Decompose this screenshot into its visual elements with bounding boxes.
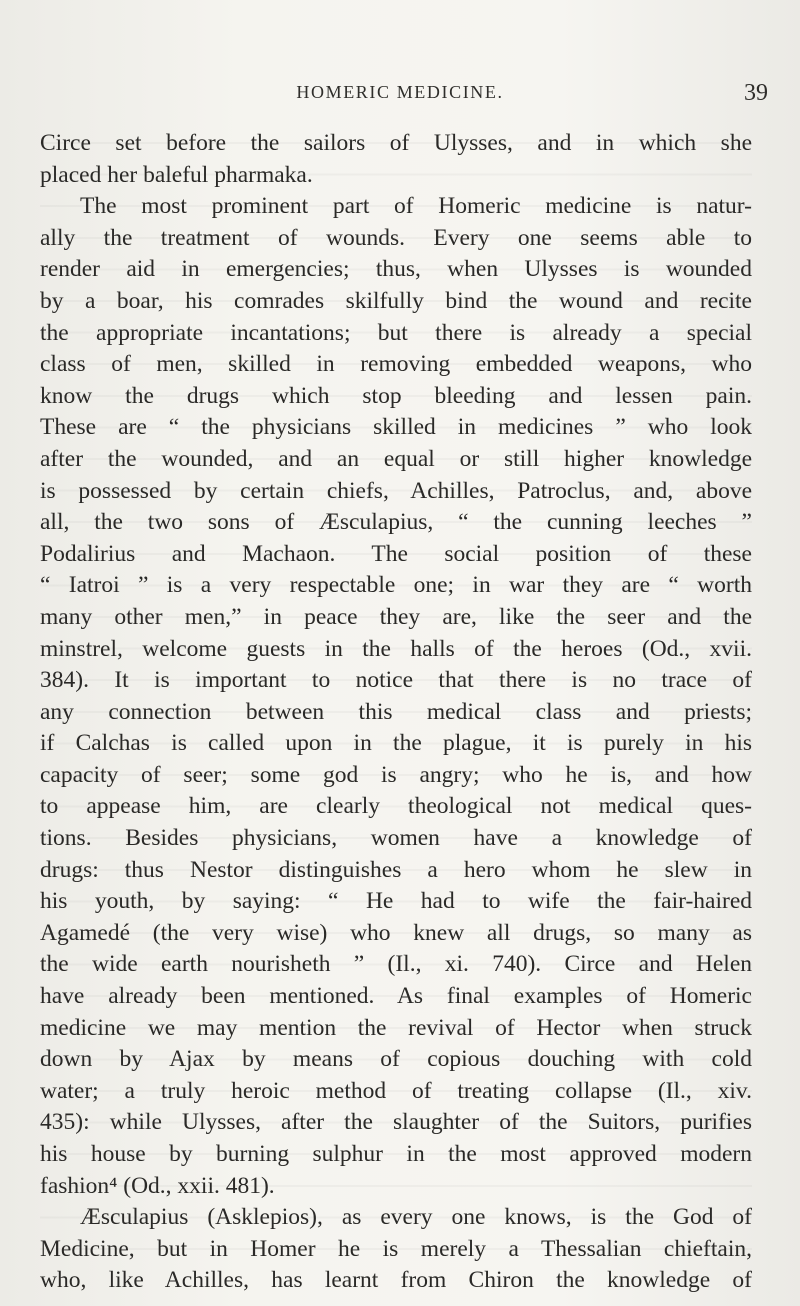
text-line: down by Ajax by means of copious douching with cold <box>40 1046 752 1073</box>
text-line: by a boar, his comrades skilfully bind the wound and recite <box>40 287 752 314</box>
text-line: water; a truly heroic method of treating collapse (Il., xiv. <box>40 1077 752 1104</box>
text-line: placed her baleful pharmaka. <box>40 161 313 188</box>
text-line: capacity of seer; some god is angry; who he is, and how <box>40 761 752 788</box>
text-line: to appease him, are clearly theological not medical ques- <box>40 793 752 820</box>
text-line: know the drugs which stop bleeding and lessen pain. <box>40 382 752 409</box>
text-line: drugs: thus Nestor distinguishes a hero whom he slew in <box>40 856 752 883</box>
text-line: 384). It is important to notice that there is no trace of <box>40 667 752 694</box>
text-line: any connection between this medical class and priests; <box>40 698 752 725</box>
text-line: tions. Besides physicians, women have a knowledge of <box>40 825 752 852</box>
body-text <box>40 128 752 1297</box>
text-line: many other men,” in peace they are, like the seer and the <box>40 603 752 630</box>
text-line: who, like Achilles, has learnt from Chiron the knowledge of <box>40 1267 752 1294</box>
text-line: after the wounded, and an equal or still higher knowledge <box>40 445 752 472</box>
text-line: 435): while Ulysses, after the slaughter of the Suitors, purifies <box>40 1109 752 1136</box>
text-line: Podalirius and Machaon. The social position of these <box>40 540 752 567</box>
text-line: the appropriate incantations; but there is already a special <box>40 319 752 346</box>
text-line: medicine we may mention the revival of Hector when struck <box>40 1014 752 1041</box>
text-line: his house by burning sulphur in the most approved modern <box>40 1141 752 1167</box>
text-line: have already been mentioned. As final examples of Homeric <box>40 983 752 1010</box>
text-line: These are “ the physicians skilled in medicines ” who look <box>40 414 752 441</box>
text-line: The most prominent part of Homeric medicine is natur- <box>80 193 752 220</box>
text-line: is possessed by certain chiefs, Achilles, Patroclus, and, above <box>40 477 752 504</box>
text-line: class of men, skilled in removing embedded weapons, who <box>40 351 752 378</box>
text-line: Circe set before the sailors of Ulysses, and in which she <box>40 130 752 156</box>
text-line: minstrel, welcome guests in the halls of the heroes (Od., xvii. <box>40 635 752 662</box>
text-line: if Calchas is called upon in the plague, it is purely in his <box>40 730 752 757</box>
page-number: 39 <box>744 80 768 106</box>
running-head <box>40 78 768 108</box>
text-line: render aid in emergencies; thus, when Ulysses is wounded <box>40 256 752 283</box>
text-line: ally the treatment of wounds. Every one seems able to <box>40 224 752 251</box>
text-line: the wide earth nourisheth ” (Il., xi. 740). Circe and Helen <box>40 951 752 978</box>
running-title: HOMERIC MEDICINE. <box>296 82 504 102</box>
text-line: Æsculapius (Asklepios), as every one knows, is the God of <box>80 1204 752 1231</box>
text-line: his youth, by saying: “ He had to wife the fair-haired <box>40 888 752 915</box>
text-line: Agamedé (the very wise) who knew all drugs, so many as <box>40 919 752 946</box>
text-line: fashion⁴ (Od., xxii. 481). <box>40 1172 275 1199</box>
text-line: Medicine, but in Homer he is merely a Thessalian chieftain, <box>40 1235 752 1262</box>
text-line: “ Iatroi ” is a very respectable one; in war they are “ worth <box>40 572 752 599</box>
text-line: all, the two sons of Æsculapius, “ the cunning leeches ” <box>40 509 752 536</box>
